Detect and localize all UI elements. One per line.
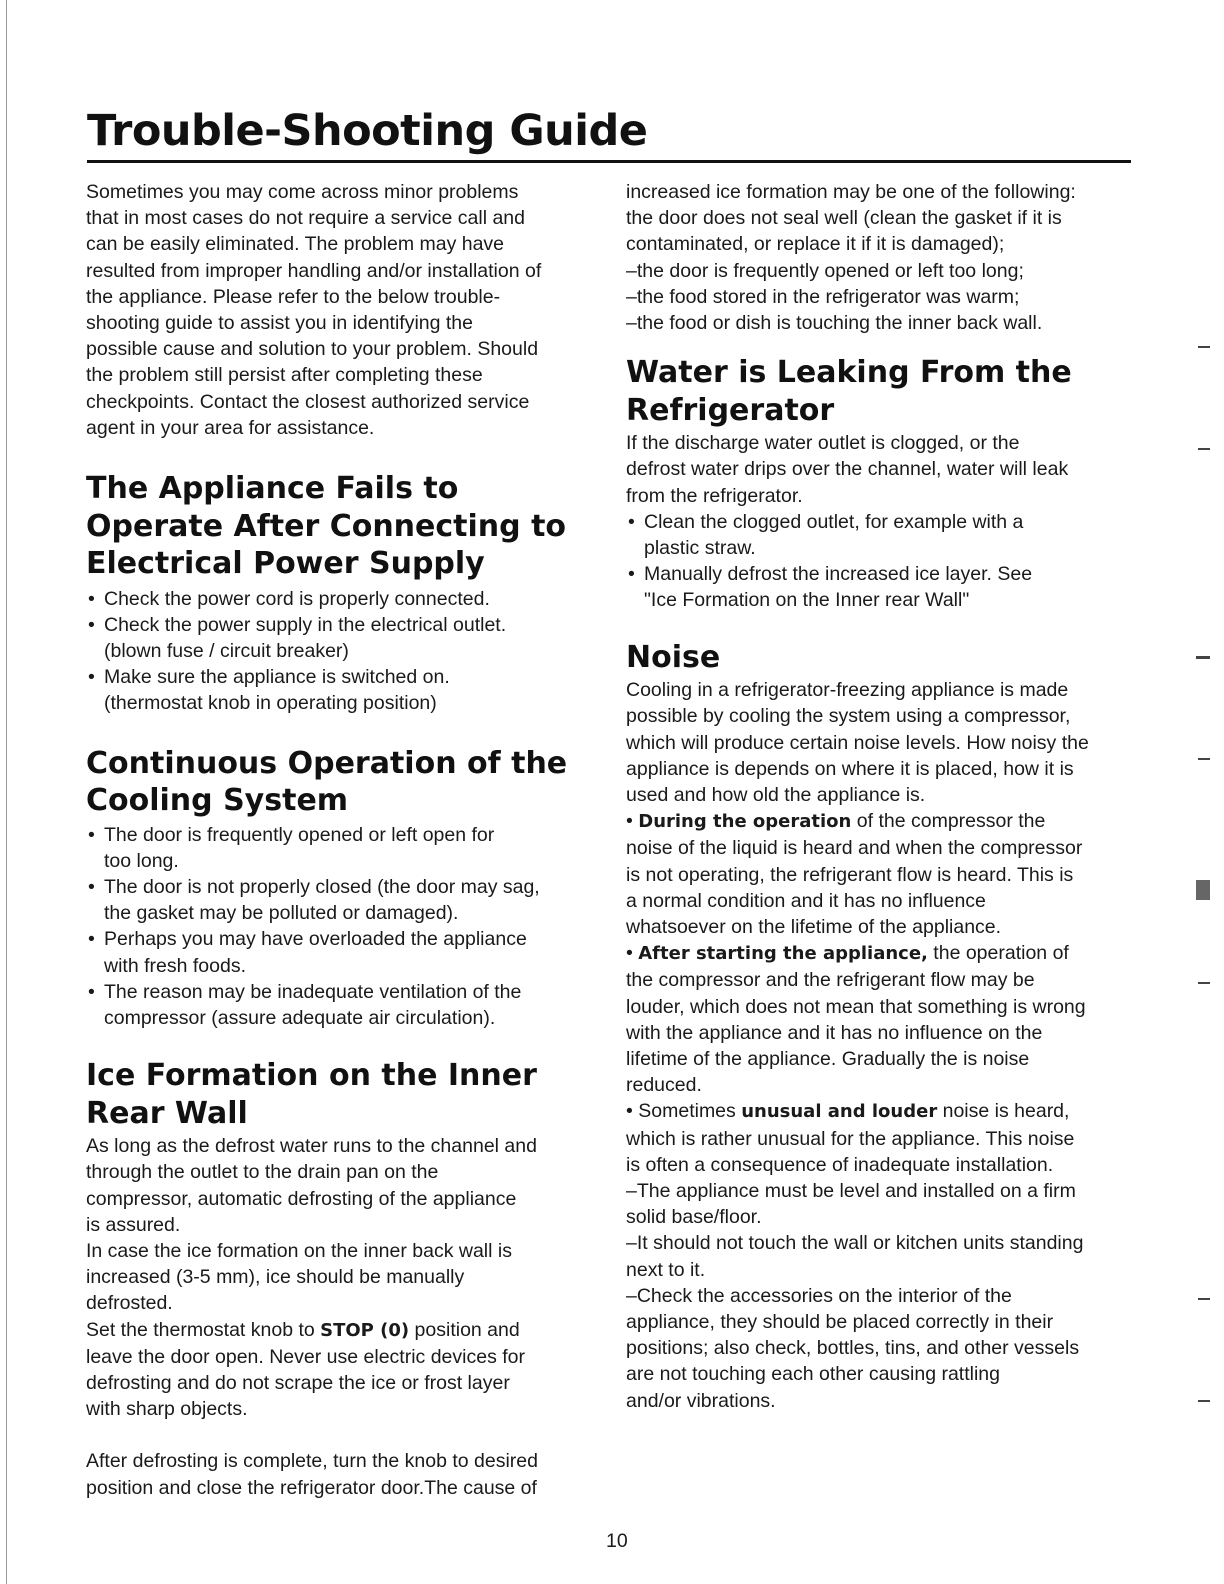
intro-paragraph: Sometimes you may come across minor problems that in most cases do not require a service call and can be easily eliminated. The problem may have resulted from improper handling and/or installation of the appliance. Please refer to the below trouble- shooting guide to assist you in identifying the possible cause and solution to your problem. Should the problem still persist after completing these checkpoints. Contact the closest authorized service agent in your area for assistance. <box>86 181 542 439</box>
list-item: • Check the power supply in the electrical outlet. (blown fuse / circuit breaker) <box>86 612 601 664</box>
list-item: • The door is frequently opened or left open for too long. <box>86 822 601 874</box>
scan-mark <box>1198 758 1210 760</box>
scan-mark <box>1196 656 1210 659</box>
section-heading-continuous: Continuous Operation of the Cooling System <box>86 745 568 819</box>
left-column <box>86 179 601 1501</box>
ice-paragraph: As long as the defrost water runs to the channel and through the outlet to the drain pan on the compressor, automatic defrosting of the appliance is assured. In case the ice formation on the inner back wall is increased (3-5 mm), ice should be manually defrosted. <box>86 1135 537 1315</box>
page-title: Trouble-Shooting Guide <box>87 106 648 156</box>
leak-checklist <box>626 509 1148 614</box>
list-item: • The door is not properly closed (the door may sag, the gasket may be polluted or damaged). <box>86 874 601 926</box>
ice-after-defrost: After defrosting is complete, turn the knob to desired position and close the refrigerator door.The cause of <box>86 1450 538 1499</box>
section-heading-power: The Appliance Fails to Operate After Connecting to Electrical Power Supply <box>86 471 567 582</box>
list-item: • Manually defrost the increased ice layer. See "Ice Formation on the Inner rear Wall" <box>626 561 1148 613</box>
scan-mark <box>1198 1400 1210 1402</box>
scan-mark <box>1198 1298 1210 1300</box>
scan-edge-line <box>6 0 7 1584</box>
title-underline <box>87 160 1131 163</box>
stop-position-label: STOP (0) <box>320 1319 410 1341</box>
noise-after-starting: • After starting the appliance, the operation of the compressor and the refrigerant flow may be louder, which does not mean that something is wrong with the appliance and it has no influence on the lifetime of the appliance. Gradually the is noise reduced. <box>626 942 1086 1097</box>
section-heading-ice: Ice Formation on the Inner Rear Wall <box>86 1058 537 1131</box>
leak-paragraph: If the discharge water outlet is clogged, or the defrost water drips over the channel, water will leak from the refrigerator. <box>626 432 1069 507</box>
noise-paragraph: Cooling in a refrigerator-freezing appliance is made possible by cooling the system using a compressor, which will produce certain noise levels. How noisy the appliance is depends on where it is placed, how it is used and how old the appliance is. <box>626 679 1089 806</box>
noise-during-operation: • During the operation of the compressor the noise of the liquid is heard and when the compressor is not operating, the refrigerant flow is heard. This is a normal condition and it has no influence whatsoever on the lifetime of the appliance. <box>626 810 1083 938</box>
list-item: • Make sure the appliance is switched on. (thermostat knob in operating position) <box>86 664 601 716</box>
section-heading-leak: Water is Leaking From the Refrigerator <box>626 355 1072 428</box>
list-item: • The reason may be inadequate ventilation of the compressor (assure adequate air circulation). <box>86 979 601 1031</box>
right-column <box>626 179 1148 1414</box>
list-item: • Check the power cord is properly connected. <box>86 586 601 612</box>
list-item: • Perhaps you may have overloaded the appliance with fresh foods. <box>86 926 601 978</box>
ice-defrost-instructions: Set the thermostat knob to STOP (0) position and leave the door open. Never use electric devices for defrosting and do not scrape the ice or frost layer with sharp objects. <box>86 1318 525 1421</box>
list-item: • Clean the clogged outlet, for example with a plastic straw. <box>626 509 1148 561</box>
noise-unusual: • Sometimes unusual and louder noise is heard, which is rather unusual for the appliance. This noise is often a consequence of inadequate installation. –The appliance must be level and installed on a firm solid base/floor. –It should not touch the wall or kitchen units standing next to it. –Check the accessories on the interior of the appliance, they should be placed correctly in their positions; also check, bottles, tins, and other vessels are not touching each other causing rattling and/or vibrations. <box>626 1100 1084 1412</box>
ice-causes-continued: increased ice formation may be one of the following: the door does not seal well (clean the gasket if it is contaminated, or replace it if it is damaged); –the door is frequently opened or left too long; –the food stored in the refrigerator was warm; –the food or dish is touching the inner back wall. <box>626 181 1076 335</box>
scan-mark <box>1198 448 1210 450</box>
scan-mark <box>1198 346 1210 348</box>
scan-mark <box>1196 880 1210 900</box>
scan-mark <box>1198 982 1210 984</box>
continuous-checklist <box>86 822 601 1032</box>
page-number: 10 <box>606 1530 628 1552</box>
section-heading-noise: Noise <box>626 639 721 675</box>
power-checklist <box>86 586 601 717</box>
